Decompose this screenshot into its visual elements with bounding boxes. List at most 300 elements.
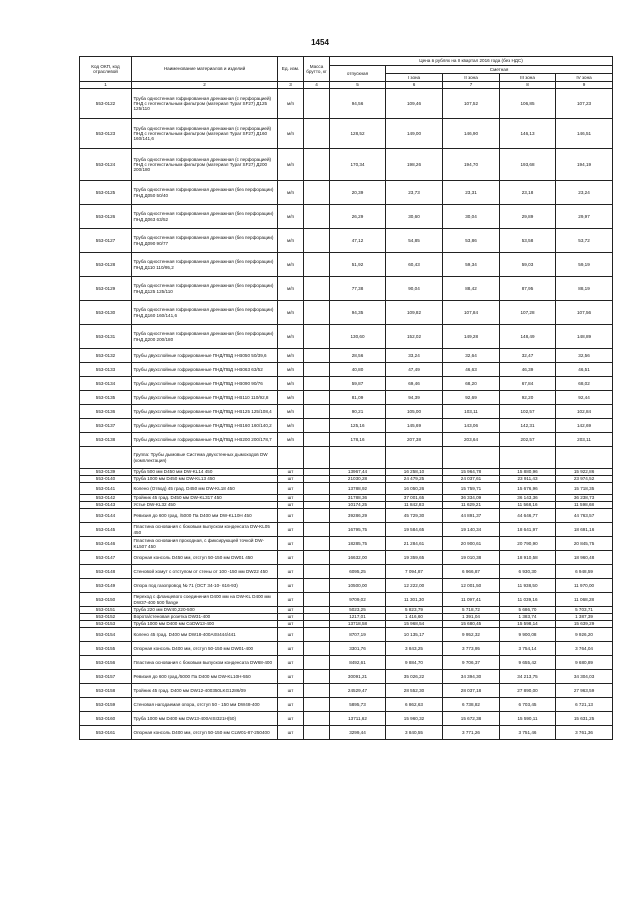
row-release-price: 125,16 xyxy=(330,419,386,433)
row-name: Труба одностенная гофрированная дренажная (с перфорацией) ПНД с геотекстильным фильтром (материал Typar SF27) Д200 200/180 xyxy=(132,149,278,181)
row-name: Труба одностенная гофрированная дренажная (без перфорации) ПНД Д063 63/52 xyxy=(132,205,278,229)
row-name: Ревизия до 600 град. /5000 Па D400 мм DW-KL10H 450 xyxy=(132,509,278,523)
row-mass xyxy=(304,205,330,229)
header-name: Наименование материалов и изделий xyxy=(132,57,278,82)
row-zone4-price: 11 598,68 xyxy=(556,502,613,509)
row-mass xyxy=(304,469,330,476)
row-code: 553-0159 xyxy=(80,698,132,712)
row-zone2-price: 34 394,30 xyxy=(443,670,500,684)
row-zone2-price: 23,31 xyxy=(443,181,500,205)
row-name: Опора под газопровод № 71 (ОСТ 34-10- 616-93) xyxy=(132,579,278,593)
row-mass xyxy=(304,253,330,277)
row-zone2-price: 1 391,04 xyxy=(443,614,500,621)
header-estimated: Сметная xyxy=(386,66,613,74)
row-mass xyxy=(304,565,330,579)
row-mass xyxy=(304,483,330,495)
row-zone1-price xyxy=(386,447,443,469)
row-release-price: 10500,00 xyxy=(330,579,386,593)
row-release-price: 77,38 xyxy=(330,277,386,301)
row-unit: м/п xyxy=(278,391,304,405)
row-release-price: 18285,75 xyxy=(330,537,386,551)
row-zone2-price: 203,64 xyxy=(443,433,500,447)
row-zone4-price: 6 948,59 xyxy=(556,565,613,579)
row-zone3-price: 9 900,08 xyxy=(500,628,556,642)
row-name: Пластина основания с боковым выпуском конденсата DW68-400 xyxy=(132,656,278,670)
row-zone3-price: 23 911,43 xyxy=(500,476,556,483)
column-number: 6 xyxy=(386,82,443,89)
row-code: 553-0141 xyxy=(80,483,132,495)
row-name: Трубы двухслойные гофрированные ПНД/ПВД Н-В090 90/76 xyxy=(132,377,278,391)
row-mass xyxy=(304,349,330,363)
header-zone: II зона xyxy=(443,74,500,82)
table-row xyxy=(80,712,613,726)
row-zone4-price: 46,51 xyxy=(556,363,613,377)
row-code: 553-0138 xyxy=(80,433,132,447)
row-mass xyxy=(304,502,330,509)
row-zone3-price: 3 751,46 xyxy=(500,726,556,740)
row-zone4-price: 15 922,86 xyxy=(556,469,613,476)
row-zone1-price: 54,85 xyxy=(386,229,443,253)
row-zone4-price: 18 691,16 xyxy=(556,523,613,537)
row-zone3-price: 18 910,58 xyxy=(500,551,556,565)
row-zone2-price: 11 097,41 xyxy=(443,593,500,607)
header-unit: Ед. изм. xyxy=(278,57,304,82)
table-row xyxy=(80,119,613,149)
row-zone2-price: 5 718,72 xyxy=(443,607,500,614)
row-release-price: 13788,92 xyxy=(330,483,386,495)
row-zone1-price: 16 258,10 xyxy=(386,469,443,476)
row-mass xyxy=(304,712,330,726)
row-zone2-price: 9 706,37 xyxy=(443,656,500,670)
row-zone1-price: 15 960,32 xyxy=(386,712,443,726)
row-name: Трубы двухслойные гофрированные ПНД/ПВД Н-В125 125/108,4 xyxy=(132,405,278,419)
table-row xyxy=(80,607,613,614)
row-zone2-price: 15 964,78 xyxy=(443,469,500,476)
table-row xyxy=(80,469,613,476)
row-mass xyxy=(304,377,330,391)
row-code: 553-0151 xyxy=(80,607,132,614)
table-header xyxy=(80,57,613,89)
row-mass xyxy=(304,614,330,621)
row-zone2-price: 68,20 xyxy=(443,377,500,391)
row-unit: шт xyxy=(278,502,304,509)
row-zone2-price: 6 966,87 xyxy=(443,565,500,579)
row-name: Труба одностенная гофрированная дренажная (без перфорации) ПНД Д160 160/141,6 xyxy=(132,301,278,325)
row-zone1-price: 19 359,65 xyxy=(386,551,443,565)
row-mass xyxy=(304,607,330,614)
row-zone3-price: 44 646,77 xyxy=(500,509,556,523)
table-row xyxy=(80,89,613,119)
row-name: Устье DW-KL32 450 xyxy=(132,502,278,509)
row-zone1-price: 11 301,30 xyxy=(386,593,443,607)
row-unit: шт xyxy=(278,712,304,726)
row-zone2-price: 15 759,71 xyxy=(443,483,500,495)
row-unit: м/п xyxy=(278,119,304,149)
row-zone2-price: 6 738,82 xyxy=(443,698,500,712)
table-row xyxy=(80,593,613,607)
row-code: 553-0147 xyxy=(80,551,132,565)
row-unit: шт xyxy=(278,642,304,656)
row-name: Труба одностенная гофрированная дренажная (без перфорации) ПНД Д125 125/110 xyxy=(132,277,278,301)
row-zone4-price: 1 387,39 xyxy=(556,614,613,621)
row-zone4-price: 194,19 xyxy=(556,149,613,181)
row-code: 553-0155 xyxy=(80,642,132,656)
row-zone4-price: 11 970,00 xyxy=(556,579,613,593)
row-zone1-price: 105,00 xyxy=(386,405,443,419)
table-row xyxy=(80,363,613,377)
row-mass xyxy=(304,621,330,628)
row-mass xyxy=(304,523,330,537)
row-code xyxy=(80,447,132,469)
row-zone3-price: 92,20 xyxy=(500,391,556,405)
row-release-price: 20,39 xyxy=(330,181,386,205)
table-row xyxy=(80,149,613,181)
row-zone4-price: 23,24 xyxy=(556,181,613,205)
row-zone3-price: 1 383,74 xyxy=(500,614,556,621)
row-zone2-price: 103,11 xyxy=(443,405,500,419)
row-code: 553-0158 xyxy=(80,684,132,698)
row-mass xyxy=(304,684,330,698)
table-row xyxy=(80,483,613,495)
row-zone1-price: 24 479,25 xyxy=(386,476,443,483)
row-code: 553-0131 xyxy=(80,325,132,349)
row-code: 553-0126 xyxy=(80,205,132,229)
row-unit: шт xyxy=(278,551,304,565)
row-mass xyxy=(304,593,330,607)
row-zone3-price: 5 686,70 xyxy=(500,607,556,614)
row-name: Трубы двухслойные гофрированные ПНД/ПВД Н-В200 200/178,7 xyxy=(132,433,278,447)
table-row xyxy=(80,670,613,684)
row-name: Тройник 45 град. D400 мм DW12-400350LKG1286/09 xyxy=(132,684,278,698)
row-zone4-price: 36 238,73 xyxy=(556,495,613,502)
row-zone3-price: 29,89 xyxy=(500,205,556,229)
table-row xyxy=(80,628,613,642)
row-zone4-price: 23 974,52 xyxy=(556,476,613,483)
row-code: 553-0133 xyxy=(80,363,132,377)
row-mass xyxy=(304,301,330,325)
row-zone2-price: 20 900,61 xyxy=(443,537,500,551)
table-row xyxy=(80,205,613,229)
row-zone4-price: 59,19 xyxy=(556,253,613,277)
header-price-title: Цена в рублях на II квартал 2016 года (без НДС) xyxy=(330,57,613,66)
table-row xyxy=(80,579,613,593)
row-unit: м/п xyxy=(278,325,304,349)
row-zone2-price: 28 037,18 xyxy=(443,684,500,698)
header-zone: IV зона xyxy=(556,74,613,82)
table-row xyxy=(80,551,613,565)
row-code: 553-0143 xyxy=(80,502,132,509)
row-zone1-price: 90,04 xyxy=(386,277,443,301)
row-release-price: 16795,75 xyxy=(330,523,386,537)
column-number: 8 xyxy=(500,82,556,89)
row-code: 553-0127 xyxy=(80,229,132,253)
row-zone3-price: 102,57 xyxy=(500,405,556,419)
row-zone3-price: 15 676,96 xyxy=(500,483,556,495)
row-zone2-price: 19 140,34 xyxy=(443,523,500,537)
table-row xyxy=(80,325,613,349)
row-unit: шт xyxy=(278,537,304,551)
row-release-price: 21030,28 xyxy=(330,476,386,483)
row-release-price: 26,29 xyxy=(330,205,386,229)
row-code: 553-0160 xyxy=(80,712,132,726)
row-code: 553-0144 xyxy=(80,509,132,523)
row-zone2-price: 53,86 xyxy=(443,229,500,253)
row-mass xyxy=(304,656,330,670)
row-unit: шт xyxy=(278,614,304,621)
row-zone4-price: 148,89 xyxy=(556,325,613,349)
row-zone1-price: 21 284,61 xyxy=(386,537,443,551)
table-row xyxy=(80,537,613,551)
row-zone1-price: 198,26 xyxy=(386,149,443,181)
row-release-price: 178,16 xyxy=(330,433,386,447)
row-zone4-price: 88,19 xyxy=(556,277,613,301)
row-zone3-price: 27 890,00 xyxy=(500,684,556,698)
row-code: 553-0129 xyxy=(80,277,132,301)
table-row xyxy=(80,447,613,469)
table-row xyxy=(80,377,613,391)
table-row xyxy=(80,495,613,502)
row-zone2-price: 3 771,26 xyxy=(443,726,500,740)
row-release-price: 13711,62 xyxy=(330,712,386,726)
row-zone2-price: 107,52 xyxy=(443,89,500,119)
row-name: Тройник 45 град. D450 мм DW-KL317 450 xyxy=(132,495,278,502)
table-row xyxy=(80,509,613,523)
row-code: 553-0124 xyxy=(80,149,132,181)
row-zone4-price: 203,11 xyxy=(556,433,613,447)
row-release-price: 13718,58 xyxy=(330,621,386,628)
table-row xyxy=(80,621,613,628)
row-zone4-price: 5 703,71 xyxy=(556,607,613,614)
row-code: 553-0152 xyxy=(80,614,132,621)
row-mass xyxy=(304,433,330,447)
table-row xyxy=(80,476,613,483)
table-row xyxy=(80,349,613,363)
row-zone1-price: 5 823,79 xyxy=(386,607,443,614)
row-release-price: 128,52 xyxy=(330,119,386,149)
row-unit: шт xyxy=(278,670,304,684)
row-code: 553-0153 xyxy=(80,621,132,628)
row-name: Пластина основания с боковым выпуском конденсата DW-KL05 450 xyxy=(132,523,278,537)
row-code: 553-0137 xyxy=(80,419,132,433)
row-zone4-price: 29,97 xyxy=(556,205,613,229)
row-name: Труба 220 мм DW40,220-500 xyxy=(132,607,278,614)
row-zone2-price: 9 952,32 xyxy=(443,628,500,642)
row-unit: шт xyxy=(278,698,304,712)
row-name: Труба 1000 мм D450 мм DW-KL13 450 xyxy=(132,476,278,483)
row-zone1-price: 6 862,63 xyxy=(386,698,443,712)
row-mass xyxy=(304,476,330,483)
row-zone1-price: 145,69 xyxy=(386,419,443,433)
row-unit: шт xyxy=(278,656,304,670)
row-code: 553-0146 xyxy=(80,537,132,551)
row-mass xyxy=(304,229,330,253)
row-release-price: 40,80 xyxy=(330,363,386,377)
row-name: Опорная консоль D450 мм, отступ 50-150 мм DW01 450 xyxy=(132,551,278,565)
row-zone2-price: 46,63 xyxy=(443,363,500,377)
row-name: Труба 1000 мм D400 мм DW13-400AISI321H(50) xyxy=(132,712,278,726)
column-number: 3 xyxy=(278,82,304,89)
row-zone1-price: 10 135,17 xyxy=(386,628,443,642)
row-zone4-price: 34 304,03 xyxy=(556,670,613,684)
row-zone2-price: 15 680,45 xyxy=(443,621,500,628)
row-unit: шт xyxy=(278,565,304,579)
row-zone3-price: 20 790,90 xyxy=(500,537,556,551)
row-code: 553-0150 xyxy=(80,593,132,607)
row-unit: м/п xyxy=(278,181,304,205)
table-row xyxy=(80,642,613,656)
row-zone3-price: 67,84 xyxy=(500,377,556,391)
row-zone4-price: 146,51 xyxy=(556,119,613,149)
row-release-price: 94,56 xyxy=(330,89,386,119)
page-number: 1454 xyxy=(311,38,329,47)
row-mass xyxy=(304,419,330,433)
row-zone4-price: 20 845,75 xyxy=(556,537,613,551)
table-row xyxy=(80,433,613,447)
row-zone2-price: 44 891,37 xyxy=(443,509,500,523)
row-unit: шт xyxy=(278,593,304,607)
table-row xyxy=(80,277,613,301)
row-name: Пластина основания проходная, с фиксирующей точкой DW-KL507 450 xyxy=(132,537,278,551)
row-zone3-price: 106,85 xyxy=(500,89,556,119)
row-unit: шт xyxy=(278,579,304,593)
row-zone1-price: 109,46 xyxy=(386,89,443,119)
row-name: Труба 1000 мм D400 мм CoDW13-400 xyxy=(132,621,278,628)
row-name: Опорная консоль D400 мм, отступ 50-150 мм DW01-400 xyxy=(132,642,278,656)
row-release-price: 94,35 xyxy=(330,301,386,325)
row-name: Группа: Трубы дымовые Система двухстенных дымоходов DW (комплектация) xyxy=(132,447,278,469)
row-zone1-price: 109,82 xyxy=(386,301,443,325)
row-zone3-price: 32,47 xyxy=(500,349,556,363)
row-release-price: 47,12 xyxy=(330,229,386,253)
row-zone2-price: 88,42 xyxy=(443,277,500,301)
row-mass xyxy=(304,579,330,593)
row-zone1-price: 3 840,55 xyxy=(386,726,443,740)
row-code: 553-0132 xyxy=(80,349,132,363)
row-release-price xyxy=(330,447,386,469)
row-zone2-price: 32,64 xyxy=(443,349,500,363)
row-zone4-price: 102,84 xyxy=(556,405,613,419)
row-zone2-price: 3 773,95 xyxy=(443,642,500,656)
row-zone4-price: 107,56 xyxy=(556,301,613,325)
row-code: 553-0140 xyxy=(80,476,132,483)
table-row xyxy=(80,684,613,698)
row-zone3-price: 146,13 xyxy=(500,119,556,149)
row-release-price: 8707,19 xyxy=(330,628,386,642)
row-zone4-price: 3 761,36 xyxy=(556,726,613,740)
row-mass xyxy=(304,277,330,301)
header-mass: Масса брутто, кг xyxy=(304,57,330,82)
table-row xyxy=(80,502,613,509)
row-zone2-price: 24 037,61 xyxy=(443,476,500,483)
row-zone1-price: 45 729,30 xyxy=(386,509,443,523)
row-unit: шт xyxy=(278,476,304,483)
row-zone2-price: 146,90 xyxy=(443,119,500,149)
row-mass xyxy=(304,181,330,205)
row-code: 553-0145 xyxy=(80,523,132,537)
row-zone1-price: 7 094,87 xyxy=(386,565,443,579)
row-mass xyxy=(304,89,330,119)
row-code: 553-0136 xyxy=(80,405,132,419)
table-row xyxy=(80,181,613,205)
row-zone3-price: 3 754,14 xyxy=(500,642,556,656)
row-unit: шт xyxy=(278,469,304,476)
row-release-price: 10174,25 xyxy=(330,502,386,509)
row-unit: м/п xyxy=(278,419,304,433)
row-zone4-price: 15 639,29 xyxy=(556,621,613,628)
row-zone3-price: 6 703,45 xyxy=(500,698,556,712)
row-name: Стеновой хомут с отступом от стены от 100 -150 мм DW22 450 xyxy=(132,565,278,579)
column-number: 9 xyxy=(556,82,613,89)
row-release-price: 59,87 xyxy=(330,377,386,391)
row-release-price: 3301,76 xyxy=(330,642,386,656)
row-zone3-price: 9 655,42 xyxy=(500,656,556,670)
row-release-price: 3299,44 xyxy=(330,726,386,740)
row-mass xyxy=(304,405,330,419)
row-unit: м/п xyxy=(278,89,304,119)
row-code: 553-0139 xyxy=(80,469,132,476)
row-mass xyxy=(304,628,330,642)
row-name: Трубы двухслойные гофрированные ПНД/ПВД Н-В050 50/39,6 xyxy=(132,349,278,363)
table-row xyxy=(80,253,613,277)
row-release-price: 5895,73 xyxy=(330,698,386,712)
row-unit: м/п xyxy=(278,377,304,391)
row-zone2-price xyxy=(443,447,500,469)
row-code: 553-0128 xyxy=(80,253,132,277)
row-zone4-price: 53,72 xyxy=(556,229,613,253)
row-zone3-price: 202,57 xyxy=(500,433,556,447)
table-row xyxy=(80,419,613,433)
row-name: Труба одностенная гофрированная дренажная (без перфорации) ПНД Д090 90/77 xyxy=(132,229,278,253)
row-unit: шт xyxy=(278,621,304,628)
row-release-price: 51,92 xyxy=(330,253,386,277)
row-unit: м/п xyxy=(278,363,304,377)
row-zone2-price: 194,70 xyxy=(443,149,500,181)
row-code: 553-0156 xyxy=(80,656,132,670)
row-zone4-price: 142,69 xyxy=(556,419,613,433)
row-zone2-price: 19 010,38 xyxy=(443,551,500,565)
column-number-row xyxy=(80,82,613,89)
row-code: 553-0125 xyxy=(80,181,132,205)
row-mass xyxy=(304,726,330,740)
row-release-price: 28,56 xyxy=(330,349,386,363)
row-name: Труба одностенная гофрированная дренажная (без перфорации) ПНД Д200 200/180 xyxy=(132,325,278,349)
row-zone1-price: 15 968,54 xyxy=(386,621,443,628)
row-code: 553-0123 xyxy=(80,119,132,149)
table-row xyxy=(80,301,613,325)
row-zone3-price xyxy=(500,447,556,469)
row-name: Трубы двухслойные гофрированные ПНД/ПВД Н-В063 63/52 xyxy=(132,363,278,377)
row-unit: м/п xyxy=(278,405,304,419)
header-zone: I зона xyxy=(386,74,443,82)
row-zone1-price: 35 026,22 xyxy=(386,670,443,684)
row-mass xyxy=(304,149,330,181)
row-name: Ревизия до 600 град./5000 Па D400 мм DW-KL10H-550 xyxy=(132,670,278,684)
row-unit: м/п xyxy=(278,205,304,229)
row-unit: м/п xyxy=(278,253,304,277)
row-name: Переход с фланцевого соединения D400 мм на DW-KL D400 мм DW37-400 500 flange xyxy=(132,593,278,607)
row-zone3-price: 23,18 xyxy=(500,181,556,205)
row-zone1-price: 94,39 xyxy=(386,391,443,405)
row-unit: шт xyxy=(278,684,304,698)
row-zone1-price: 1 416,60 xyxy=(386,614,443,621)
row-zone4-price: 15 631,25 xyxy=(556,712,613,726)
row-name: Ворота/стеновая розетка DW31-400 xyxy=(132,614,278,621)
row-zone1-price: 33,24 xyxy=(386,349,443,363)
row-zone1-price: 60,43 xyxy=(386,253,443,277)
row-zone1-price: 47,49 xyxy=(386,363,443,377)
row-zone3-price: 15 880,96 xyxy=(500,469,556,476)
row-zone1-price: 3 843,25 xyxy=(386,642,443,656)
